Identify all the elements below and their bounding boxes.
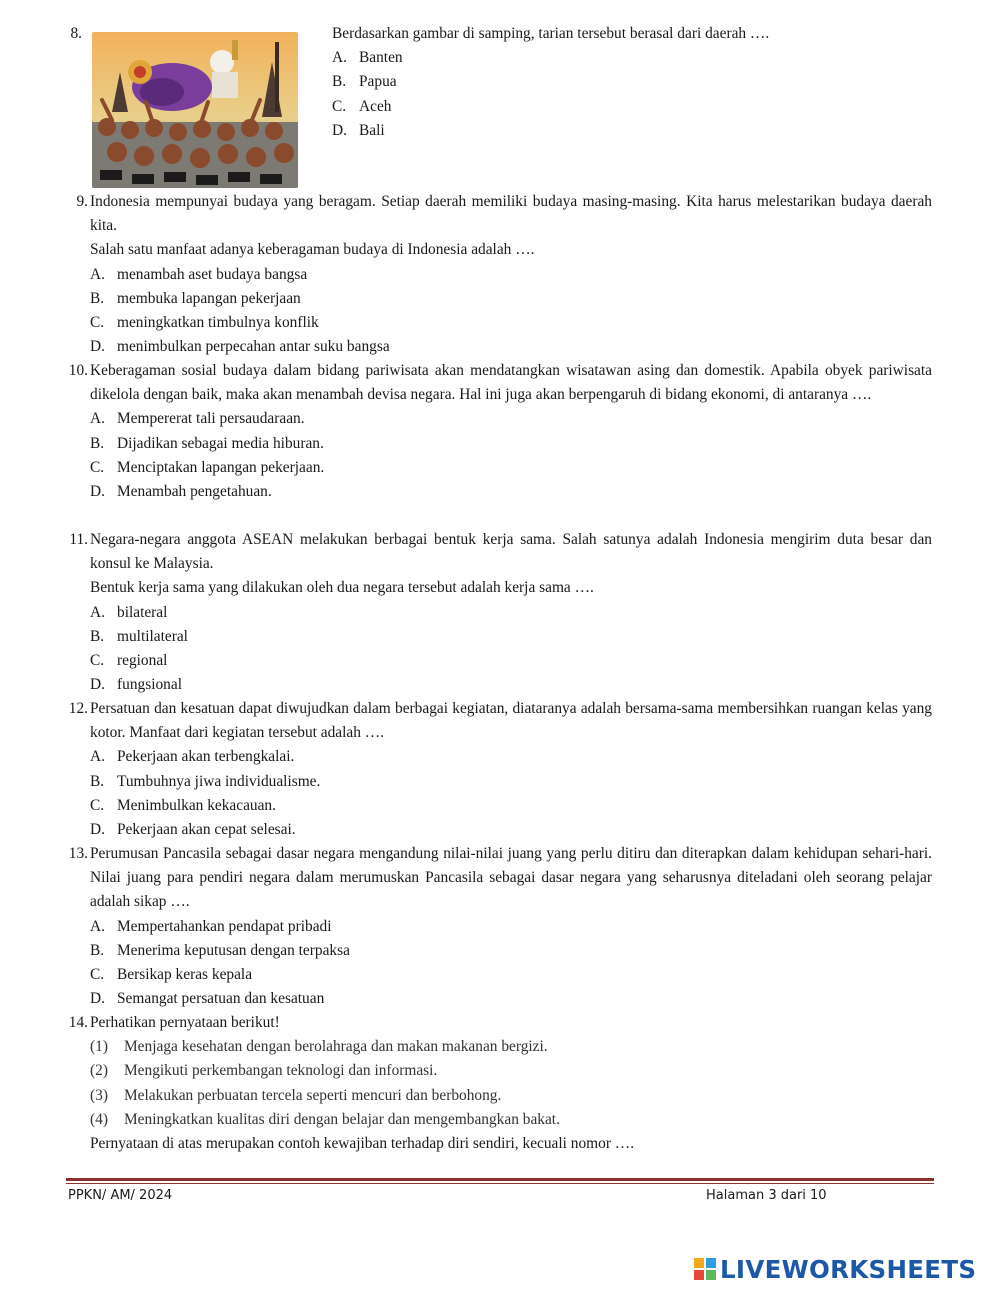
- option-d[interactable]: D. menimbulkan perpecahan antar suku bangsa: [90, 338, 390, 356]
- option-c[interactable]: C. Bersikap keras kepala: [90, 966, 253, 984]
- question-number: 10.: [68, 362, 88, 379]
- options-list: [90, 601, 932, 698]
- question-prompt: Pernyataan di atas merupakan contoh kewajiban terhadap diri sendiri, kecuali nomor ….: [90, 1135, 635, 1153]
- liveworksheets-logo[interactable]: [694, 1252, 976, 1286]
- liveworksheets-icon: [694, 1258, 716, 1280]
- option-b[interactable]: B. Papua: [332, 73, 397, 91]
- option-b[interactable]: B. membuka lapangan pekerjaan: [90, 289, 301, 307]
- question-11: [58, 528, 932, 697]
- question-stem: Perumusan Pancasila sebagai dasar negara mengandung nilai-nilai juang yang perlu ditiru dan diterapkan dalam kehidupan sehari-hari. Nilai juang para pendiri negara dalam merumuskan Pancasila sebagai dasar negara yang seharusnya diteladani oleh seorang pelajar adalah sikap ….: [90, 845, 932, 911]
- question-9: [58, 190, 932, 359]
- option-c[interactable]: C. Menciptakan lapangan pekerjaan.: [90, 458, 325, 476]
- option-a[interactable]: A. bilateral: [90, 603, 168, 621]
- option-a[interactable]: A. Pekerjaan akan terbengkalai.: [90, 748, 295, 766]
- question-prompt: Salah satu manfaat adanya keberagaman budaya di Indonesia adalah ….: [90, 241, 535, 259]
- options-list: [90, 915, 932, 1012]
- question-12: [58, 697, 932, 842]
- option-a[interactable]: A. Mempererat tali persaudaraan.: [90, 410, 305, 428]
- question-stem: Perhatikan pernyataan berikut!: [90, 1014, 280, 1031]
- option-b[interactable]: B. Dijadikan sebagai media hiburan.: [90, 434, 324, 452]
- statement-4: (4) Meningkatkan kualitas diri dengan belajar dan mengembangkan bakat.: [90, 1110, 560, 1128]
- question-stem: Indonesia mempunyai budaya yang beragam. Setiap daerah memiliki budaya masing-masing. Kita harus melestarikan budaya daerah kita.: [90, 193, 932, 235]
- option-c[interactable]: C. Aceh: [332, 97, 392, 115]
- question-stem: Keberagaman sosial budaya dalam bidang pariwisata akan mendatangkan wisatawan asing dan domestik. Apabila obyek pariwisata dikelola dengan baik, maka akan menambah devisa negara. Hal ini juga akan berpengaruh di bidang ekonomi, di antaranya ….: [90, 362, 932, 404]
- question-stem: Berdasarkan gambar di samping, tarian tersebut berasal dari daerah ….: [332, 25, 770, 42]
- options-list: [90, 263, 932, 360]
- question-10: [58, 359, 932, 504]
- footer-rule-thin: [66, 1183, 934, 1184]
- option-d[interactable]: D. Menambah pengetahuan.: [90, 483, 272, 501]
- question-number: 9.: [76, 193, 88, 210]
- footer-course-code: PPKN/ AM/ 2024: [68, 1188, 173, 1203]
- question-14: [58, 1011, 932, 1156]
- option-d[interactable]: D. Bali: [332, 121, 385, 139]
- option-b[interactable]: B. Menerima keputusan dengan terpaksa: [90, 941, 350, 959]
- question-8: [58, 22, 932, 143]
- question-13: [58, 842, 932, 1011]
- footer-rule: [66, 1178, 934, 1181]
- option-a[interactable]: A. Mempertahankan pendapat pribadi: [90, 917, 332, 935]
- option-c[interactable]: C. regional: [90, 652, 168, 670]
- question-number: 12.: [68, 700, 88, 717]
- option-c[interactable]: C. Menimbulkan kekacauan.: [90, 796, 276, 814]
- question-prompt: Bentuk kerja sama yang dilakukan oleh dua negara tersebut adalah kerja sama ….: [90, 579, 594, 597]
- statements-list: [90, 1035, 932, 1132]
- statement-1: (1) Menjaga kesehatan dengan berolahraga dan makan makanan bergizi.: [90, 1038, 548, 1056]
- footer-page-number: Halaman 3 dari 10: [706, 1188, 827, 1203]
- option-d[interactable]: D. fungsional: [90, 676, 182, 694]
- options-list: [90, 745, 932, 842]
- option-a[interactable]: A. menambah aset budaya bangsa: [90, 265, 308, 283]
- question-stem: Persatuan dan kesatuan dapat diwujudkan dalam berbagai kegiatan, diataranya adalah bersama-sama membersihkan ruangan kelas yang kotor. Manfaat dari kegiatan tersebut adalah ….: [90, 700, 932, 742]
- statement-2: (2) Mengikuti perkembangan teknologi dan informasi.: [90, 1062, 438, 1080]
- option-c[interactable]: C. meningkatkan timbulnya konflik: [90, 314, 319, 332]
- option-d[interactable]: D. Pekerjaan akan cepat selesai.: [90, 821, 296, 839]
- option-d[interactable]: D. Semangat persatuan dan kesatuan: [90, 990, 325, 1008]
- statement-3: (3) Melakukan perbuatan tercela seperti mencuri dan berbohong.: [90, 1086, 502, 1104]
- options-list: [332, 46, 932, 143]
- question-number: 8.: [70, 25, 82, 42]
- question-stem: Negara-negara anggota ASEAN melakukan berbagai bentuk kerja sama. Salah satunya adalah Indonesia mengirim duta besar dan konsul ke Malaysia.: [90, 531, 932, 573]
- option-a[interactable]: A. Banten: [332, 49, 403, 67]
- question-number: 14.: [68, 1014, 88, 1031]
- question-number: 11.: [69, 531, 88, 548]
- option-b[interactable]: B. Tumbuhnya jiwa individualisme.: [90, 772, 321, 790]
- option-b[interactable]: B. multilateral: [90, 627, 188, 645]
- question-number: 13.: [68, 845, 88, 862]
- brand-name: LIVEWORKSHEETS: [720, 1254, 977, 1284]
- options-list: [90, 407, 932, 504]
